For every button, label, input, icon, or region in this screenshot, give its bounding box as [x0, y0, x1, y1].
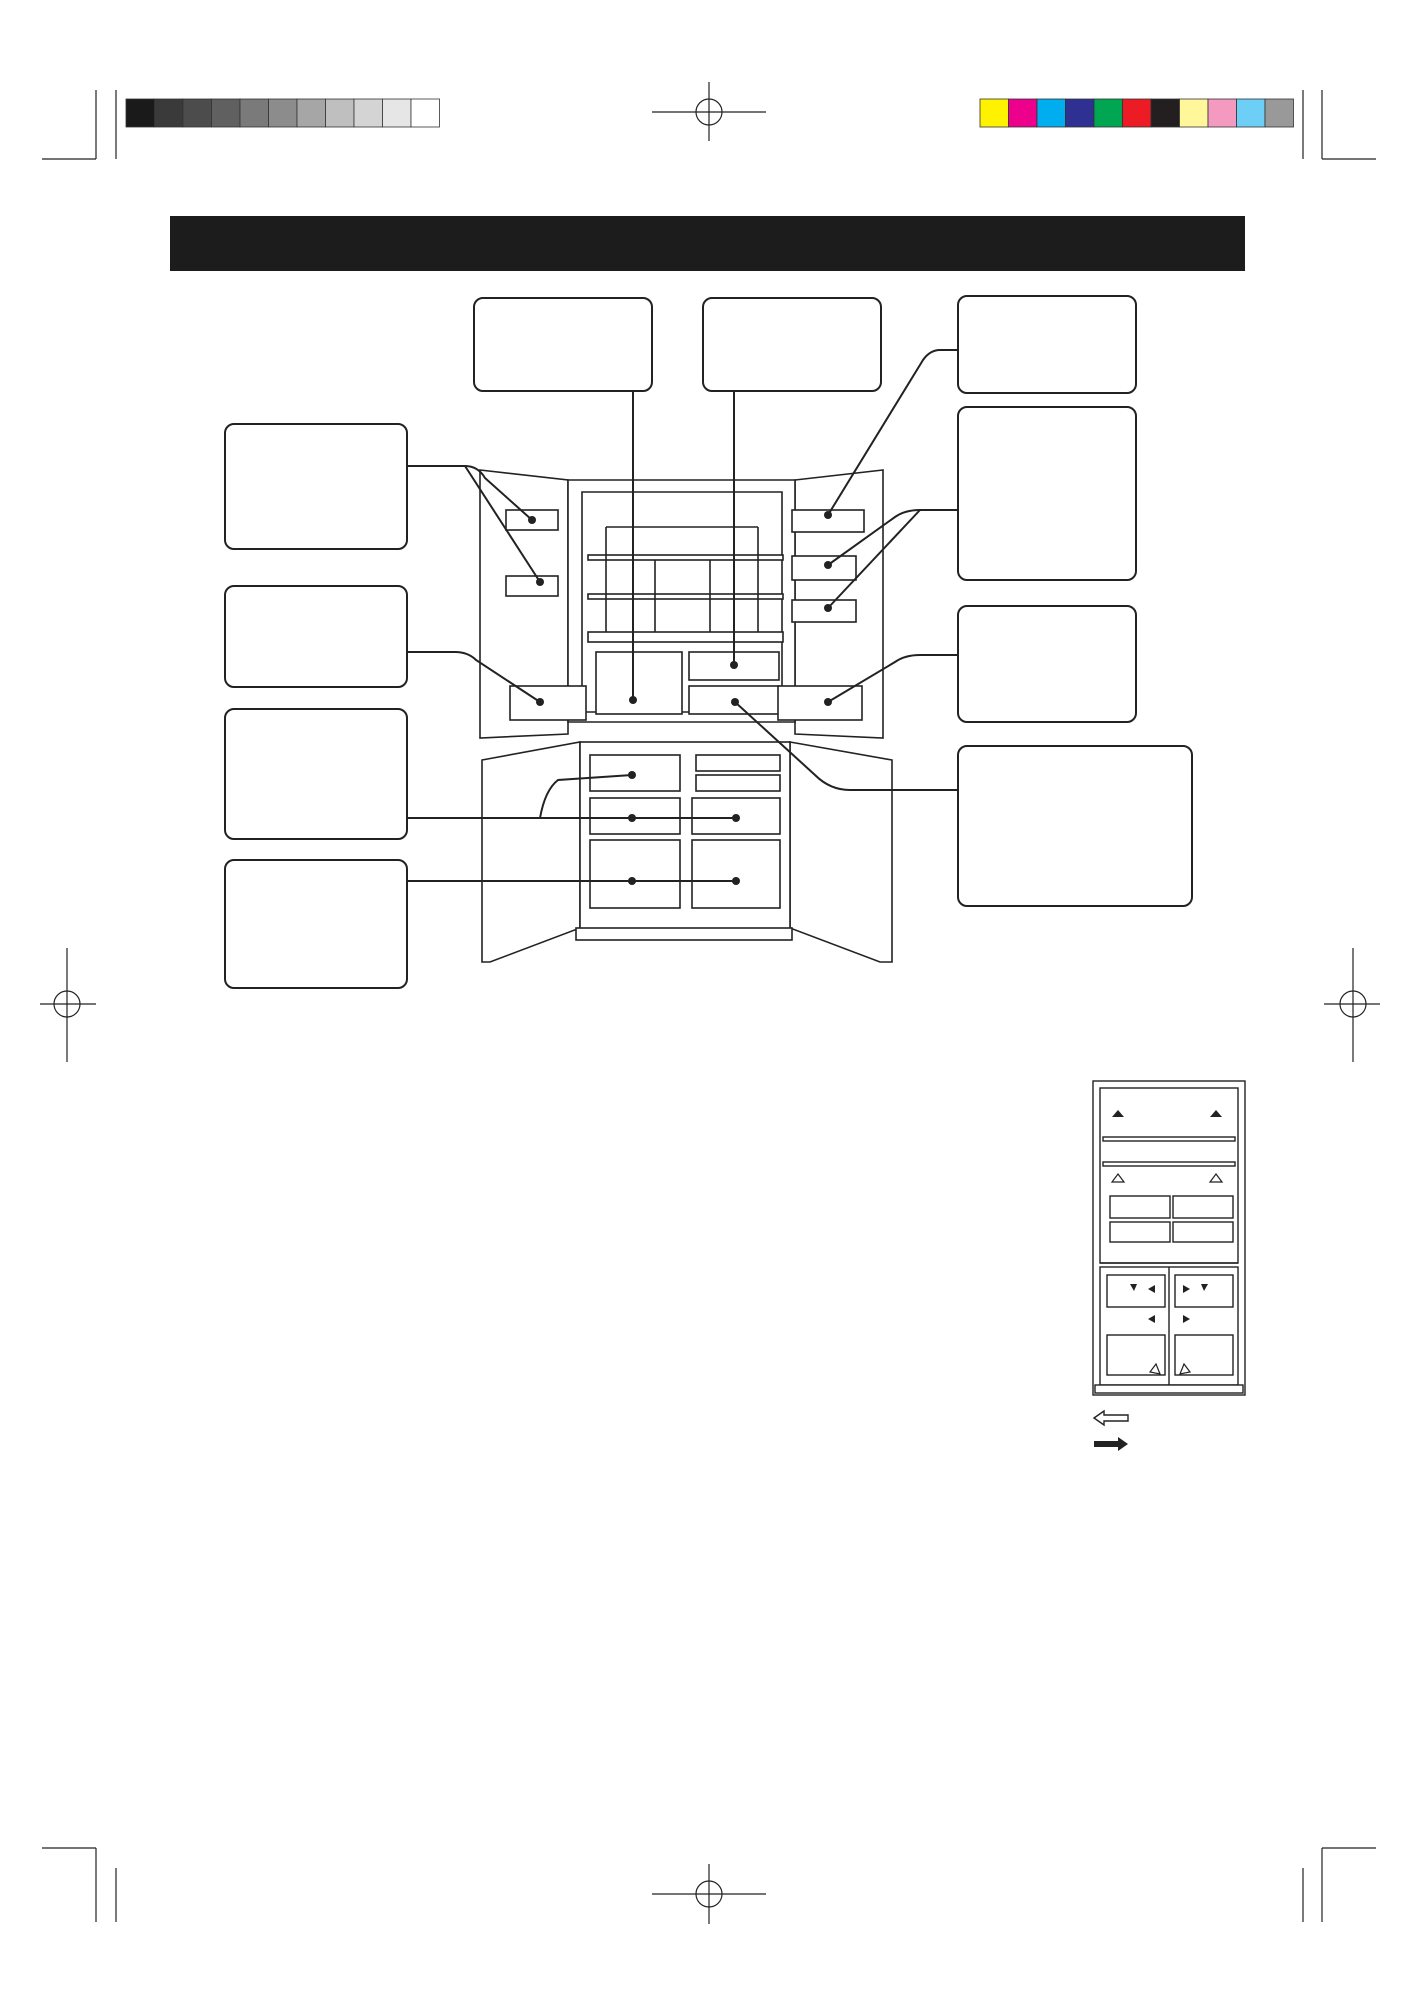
- ice-trays: [696, 755, 780, 771]
- color-swatch: [1037, 99, 1066, 127]
- gray-swatch: [297, 99, 326, 127]
- gray-swatch: [354, 99, 383, 127]
- gray-swatch: [240, 99, 269, 127]
- callout-box-3: [958, 296, 1136, 393]
- color-swatch: [1123, 99, 1152, 127]
- airflow-diagram: [1093, 1081, 1245, 1395]
- gray-swatch: [383, 99, 412, 127]
- right-freezer-door: [790, 742, 892, 962]
- color-swatch: [1094, 99, 1123, 127]
- glass-shelf: [588, 555, 783, 560]
- freezer-case: [692, 840, 780, 908]
- color-calibration-bar: [980, 99, 1294, 127]
- door-pocket: [792, 556, 856, 580]
- door-pocket: [506, 576, 558, 596]
- color-swatch: [1237, 99, 1266, 127]
- gray-swatch: [155, 99, 184, 127]
- ice-tray-drawer: [696, 775, 780, 791]
- gray-swatch: [212, 99, 241, 127]
- gray-swatch: [326, 99, 355, 127]
- door-pocket: [792, 600, 856, 622]
- callout-box-7: [958, 606, 1136, 722]
- callout-box-1: [474, 298, 652, 391]
- door-bottle-pocket: [510, 686, 586, 720]
- chilled-shelf: [588, 632, 783, 642]
- color-swatch: [1009, 99, 1038, 127]
- callout-box-5: [958, 407, 1136, 580]
- callout-box-8: [225, 709, 407, 839]
- airflow-legend: [1094, 1411, 1128, 1451]
- registration-mark: [652, 1864, 766, 1924]
- refrigerator-illustration: [480, 470, 892, 962]
- gray-calibration-bar: [126, 99, 440, 127]
- gray-swatch: [269, 99, 298, 127]
- gray-swatch: [183, 99, 212, 127]
- door-bottle-pocket: [778, 686, 862, 720]
- cold-air-arrow-icon: [1094, 1437, 1128, 1451]
- warm-air-arrow-icon: [1094, 1411, 1128, 1425]
- color-swatch: [1180, 99, 1209, 127]
- glass-shelf: [588, 594, 783, 599]
- chilled-case-left: [596, 652, 682, 714]
- color-swatch: [1066, 99, 1095, 127]
- registration-mark: [1324, 948, 1380, 1062]
- gray-swatch: [411, 99, 440, 127]
- cabinet-base: [576, 928, 792, 940]
- color-swatch: [1151, 99, 1180, 127]
- callout-box-4: [225, 424, 407, 549]
- callout-box-10: [225, 860, 407, 988]
- gray-swatch: [126, 99, 155, 127]
- color-swatch: [980, 99, 1009, 127]
- color-swatch: [1208, 99, 1237, 127]
- callout-box-2: [703, 298, 881, 391]
- registration-mark: [40, 948, 96, 1062]
- left-freezer-door: [482, 742, 580, 962]
- callout-box-6: [225, 586, 407, 687]
- color-swatch: [1265, 99, 1294, 127]
- callout-box-9: [958, 746, 1192, 906]
- registration-mark: [652, 82, 766, 141]
- freezer-case: [590, 840, 680, 908]
